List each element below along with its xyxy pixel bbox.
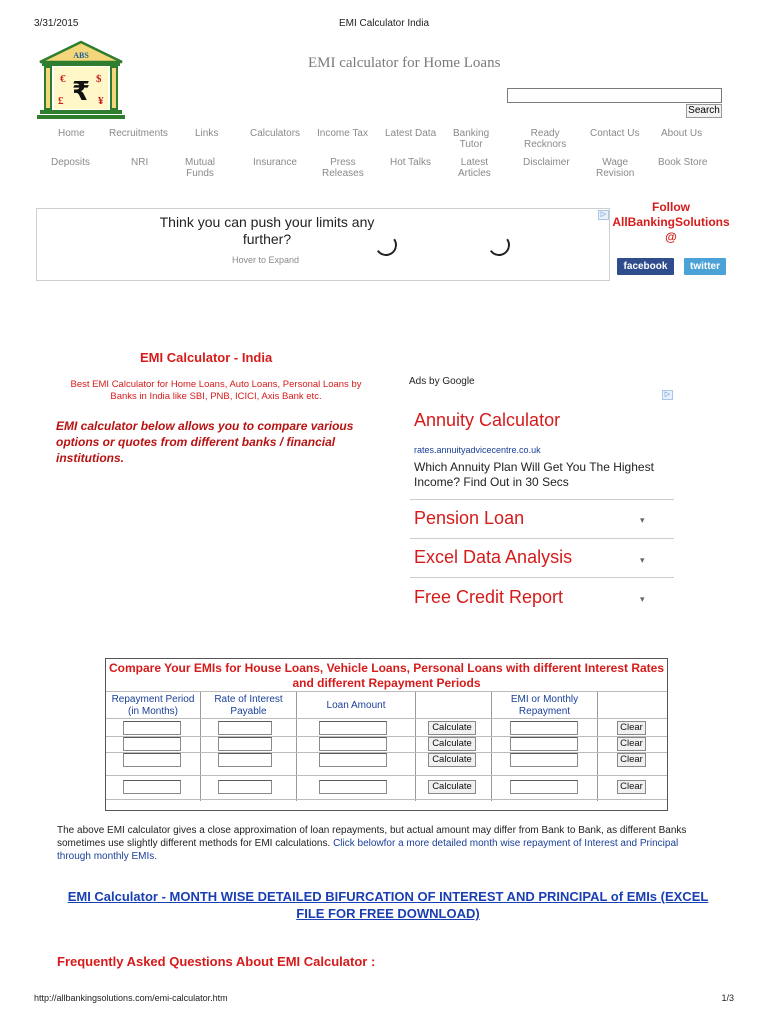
follow-at: @: [665, 230, 677, 244]
calculate-button[interactable]: Calculate: [428, 737, 476, 751]
nav-ready-recknors[interactable]: Ready Recknors: [524, 128, 567, 150]
nav-wage-revision[interactable]: Wage Revision: [596, 157, 635, 179]
nav-income-tax[interactable]: Income Tax: [317, 128, 368, 139]
interest-rate-input[interactable]: [218, 780, 272, 794]
header-loan-amount: Loan Amount: [326, 700, 386, 711]
banner-ad-text[interactable]: Think you can push your limits any further?: [159, 214, 375, 247]
print-date: 3/31/2015: [34, 18, 79, 29]
interest-rate-input[interactable]: [218, 753, 272, 767]
table-rule: [106, 799, 667, 800]
nav-hot-talks[interactable]: Hot Talks: [390, 157, 431, 168]
search-button[interactable]: Search: [686, 104, 722, 118]
logo-euro: €: [60, 73, 66, 85]
nav-recruitments[interactable]: Recruitments: [109, 128, 168, 139]
logo-abs-text: ABS: [73, 51, 89, 60]
nav-latest-data[interactable]: Latest Data: [385, 128, 437, 139]
table-rule: [106, 718, 667, 719]
ad-divider: [410, 538, 674, 539]
facebook-button[interactable]: facebook: [617, 258, 674, 275]
header-emi: EMI or Monthly Repayment: [510, 694, 579, 717]
note-text: The above EMI calculator gives a close approximation of loan repayments, but actual amount may differ from Bank to Bank, as different Banks sometimes use slightly different methods for EMI calculations.: [57, 825, 687, 849]
calculate-button[interactable]: Calculate: [428, 753, 476, 767]
page-heading: EMI Calculator - India: [140, 350, 273, 365]
clear-button[interactable]: Clear: [617, 721, 646, 735]
interest-rate-input[interactable]: [218, 721, 272, 735]
clear-button[interactable]: Clear: [617, 753, 646, 767]
loan-amount-input[interactable]: [319, 753, 387, 767]
table-rule: [106, 691, 667, 692]
nav-press-releases[interactable]: Press Releases: [322, 157, 364, 179]
follow-block: [609, 200, 733, 245]
site-logo[interactable]: [36, 38, 126, 122]
chevron-down-icon[interactable]: ▾: [640, 515, 645, 525]
clear-button[interactable]: Clear: [617, 780, 646, 794]
chevron-down-icon[interactable]: ▾: [640, 555, 645, 565]
calculator-title: Compare Your EMIs for House Loans, Vehicle Loans, Personal Loans with different Interest Rates and different Repayment Periods: [108, 661, 665, 690]
column-divider: [415, 692, 416, 801]
nav-calculators[interactable]: Calculators: [250, 128, 301, 139]
column-divider: [597, 692, 598, 801]
chevron-down-icon[interactable]: ▾: [640, 594, 645, 604]
nav-mutual-funds[interactable]: Mutual Funds: [185, 157, 216, 179]
months-input[interactable]: [123, 737, 181, 751]
banner-ad-hint: Hover to Expand: [232, 255, 300, 265]
calculate-button[interactable]: Calculate: [428, 721, 476, 735]
print-header: [34, 18, 734, 32]
loan-amount-input[interactable]: [319, 737, 387, 751]
nav-latest-articles[interactable]: Latest Articles: [458, 157, 491, 179]
nav-disclaimer[interactable]: Disclaimer: [523, 157, 570, 168]
emi-output[interactable]: [510, 737, 578, 751]
note-link-text[interactable]: Click belowfor a more detailed month wise repayment of Interest and Principal through monthly EMIs.: [57, 838, 679, 862]
print-url: http://allbankingsolutions.com/emi-calculator.htm: [34, 993, 228, 1003]
loan-amount-input[interactable]: [319, 721, 387, 735]
nav-about-us[interactable]: About Us: [661, 128, 703, 139]
nav-home[interactable]: Home: [58, 128, 85, 139]
adchoices-icon[interactable]: ▷: [598, 210, 609, 220]
print-page-number: 1/3: [721, 993, 734, 1003]
ad-pension-loan[interactable]: Pension Loan: [414, 508, 525, 528]
nav-book-store[interactable]: Book Store: [658, 157, 708, 168]
ad-divider: [410, 577, 674, 578]
adchoices-icon[interactable]: ▷: [662, 390, 673, 400]
ad-free-credit-report[interactable]: Free Credit Report: [414, 587, 564, 607]
intro-italic-text: EMI calculator below allows you to compare various options or quotes from different banks / financial institutions.: [56, 419, 354, 465]
intro-text: Best EMI Calculator for Home Loans, Auto Loans, Personal Loans by Banks in India like SBI, PNB, ICICI, Axis Bank etc.: [70, 379, 362, 402]
nav-deposits[interactable]: Deposits: [51, 157, 90, 168]
months-input[interactable]: [123, 753, 181, 767]
ad-divider: [410, 499, 674, 500]
loading-spinner-icon: [486, 232, 511, 257]
site-title: EMI calculator for Home Loans: [308, 55, 501, 71]
faq-heading: Frequently Asked Questions About EMI Calculator :: [57, 954, 376, 969]
ad-excel-data-analysis[interactable]: Excel Data Analysis: [414, 547, 573, 567]
search-input[interactable]: [507, 88, 722, 103]
ad-annuity-calculator[interactable]: Annuity Calculator: [414, 410, 561, 430]
logo-dollar: $: [96, 73, 102, 85]
emi-output[interactable]: [510, 753, 578, 767]
print-page-title: EMI Calculator India: [338, 18, 430, 29]
follow-site: AllBankingSolutions: [612, 215, 730, 229]
months-input[interactable]: [123, 780, 181, 794]
header-interest-rate: Rate of Interest Payable: [214, 694, 283, 717]
follow-label: Follow: [652, 200, 690, 214]
ads-by-google-label: Ads by Google: [409, 376, 475, 387]
calculator-note: [57, 824, 697, 863]
calculate-button[interactable]: Calculate: [428, 780, 476, 794]
ad-description: Which Annuity Plan Will Get You The Highest Income? Find Out in 30 Secs: [414, 460, 654, 489]
print-footer: [34, 993, 734, 1007]
twitter-button[interactable]: twitter: [684, 258, 726, 275]
ad-url[interactable]: rates.annuityadvicecentre.co.uk: [414, 445, 541, 455]
table-rule: [106, 775, 667, 776]
emi-output[interactable]: [510, 780, 578, 794]
nav-nri[interactable]: NRI: [131, 157, 149, 168]
nav-contact-us[interactable]: Contact Us: [590, 128, 640, 139]
clear-button[interactable]: Clear: [617, 737, 646, 751]
emi-calculator-table: [105, 658, 668, 811]
logo-pound: £: [58, 95, 64, 107]
interest-rate-input[interactable]: [218, 737, 272, 751]
nav-insurance[interactable]: Insurance: [253, 157, 297, 168]
bifurcation-download-link[interactable]: EMI Calculator - MONTH WISE DETAILED BIFURCATION OF INTEREST AND PRINCIPAL of EMIs (EXCEL FILE FOR FREE DOWNLOAD): [67, 889, 709, 921]
loan-amount-input[interactable]: [319, 780, 387, 794]
months-input[interactable]: [123, 721, 181, 735]
nav-links[interactable]: Links: [195, 128, 219, 139]
logo-rupee: ₹: [71, 77, 91, 107]
header-repayment-period: Repayment Period (in Months): [111, 694, 195, 717]
emi-output[interactable]: [510, 721, 578, 735]
logo-yen: ¥: [98, 95, 104, 107]
banner-ad[interactable]: [36, 208, 610, 281]
nav-banking-tutor[interactable]: Banking Tutor: [453, 128, 490, 150]
